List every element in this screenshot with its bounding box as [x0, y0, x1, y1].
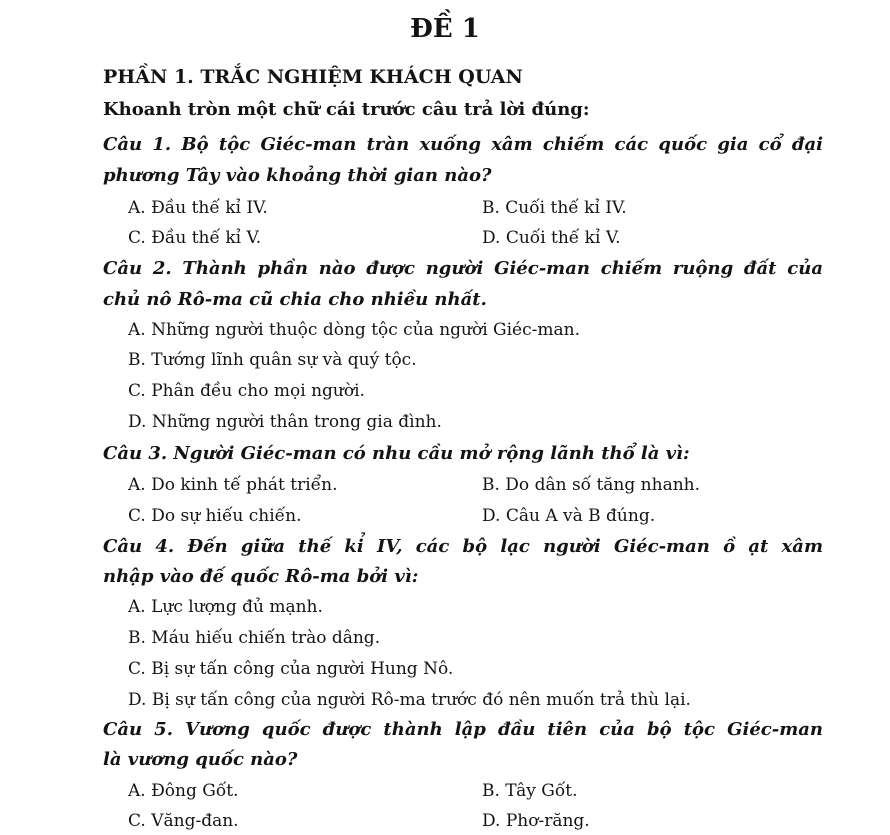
question-3-option-b: B. Do dân số tăng nhanh.	[482, 475, 701, 495]
question-5-text-line-2: là vương quốc nào?	[103, 749, 298, 770]
question-2-option-a: A. Những người thuộc dòng tộc của người Giéc-man.	[128, 320, 580, 340]
instruction-text: Khoanh tròn một chữ cái trước câu trả lời đúng:	[103, 99, 590, 120]
question-2-option-d: D. Những người thân trong gia đình.	[128, 412, 442, 432]
question-1-option-b: B. Cuối thế kỉ IV.	[482, 198, 627, 218]
question-5-option-b: B. Tây Gốt.	[482, 781, 578, 801]
question-3-text-line-1: Câu 3. Người Giéc-man có nhu cầu mở rộng lãnh thổ là vì:	[103, 443, 690, 464]
question-5-text-line-1: Câu 5. Vương quốc được thành lập đầu tiên của bộ tộc Giéc-man	[103, 719, 823, 740]
question-4-option-c: C. Bị sự tấn công của người Hung Nô.	[128, 659, 454, 679]
question-2-text-line-2: chủ nô Rô-ma cũ chia cho nhiều nhất.	[103, 289, 487, 310]
question-2-option-c: C. Phân đều cho mọi người.	[128, 381, 365, 401]
question-4-option-d: D. Bị sự tấn công của người Rô-ma trước đó nên muốn trả thù lại.	[128, 690, 691, 710]
question-3-option-d: D. Câu A và B đúng.	[482, 506, 656, 526]
question-5-option-d: D. Phơ-răng.	[482, 811, 590, 831]
question-3-option-a: A. Do kinh tế phát triển.	[128, 475, 338, 495]
question-5-option-c: C. Văng-đan.	[128, 811, 239, 831]
question-2-text-line-1: Câu 2. Thành phần nào được người Giéc-man chiếm ruộng đất của	[103, 258, 823, 279]
question-4-option-a: A. Lực lượng đủ mạnh.	[128, 597, 323, 617]
question-4-option-b: B. Máu hiếu chiến trào dâng.	[128, 628, 381, 648]
question-1-text-line-2: phương Tây vào khoảng thời gian nào?	[103, 165, 492, 186]
question-4-text-line-2: nhập vào đế quốc Rô-ma bởi vì:	[103, 566, 419, 587]
question-2-option-b: B. Tướng lĩnh quân sự và quý tộc.	[128, 350, 417, 370]
section-heading: PHẦN 1. TRẮC NGHIỆM KHÁCH QUAN	[103, 66, 523, 88]
question-1-text-line-1: Câu 1. Bộ tộc Giéc-man tràn xuống xâm chiếm các quốc gia cổ đại	[103, 134, 823, 155]
question-1-option-a: A. Đầu thế kỉ IV.	[128, 198, 268, 218]
exam-title: ĐỀ 1	[410, 14, 480, 44]
question-1-option-c: C. Đầu thế kỉ V.	[128, 228, 262, 248]
question-4-text-line-1: Câu 4. Đến giữa thế kỉ IV, các bộ lạc người Giéc-man ồ ạt xâm	[103, 536, 823, 557]
question-5-option-a: A. Đông Gốt.	[128, 781, 239, 801]
question-1-option-d: D. Cuối thế kỉ V.	[482, 228, 621, 248]
question-3-option-c: C. Do sự hiếu chiến.	[128, 506, 302, 526]
